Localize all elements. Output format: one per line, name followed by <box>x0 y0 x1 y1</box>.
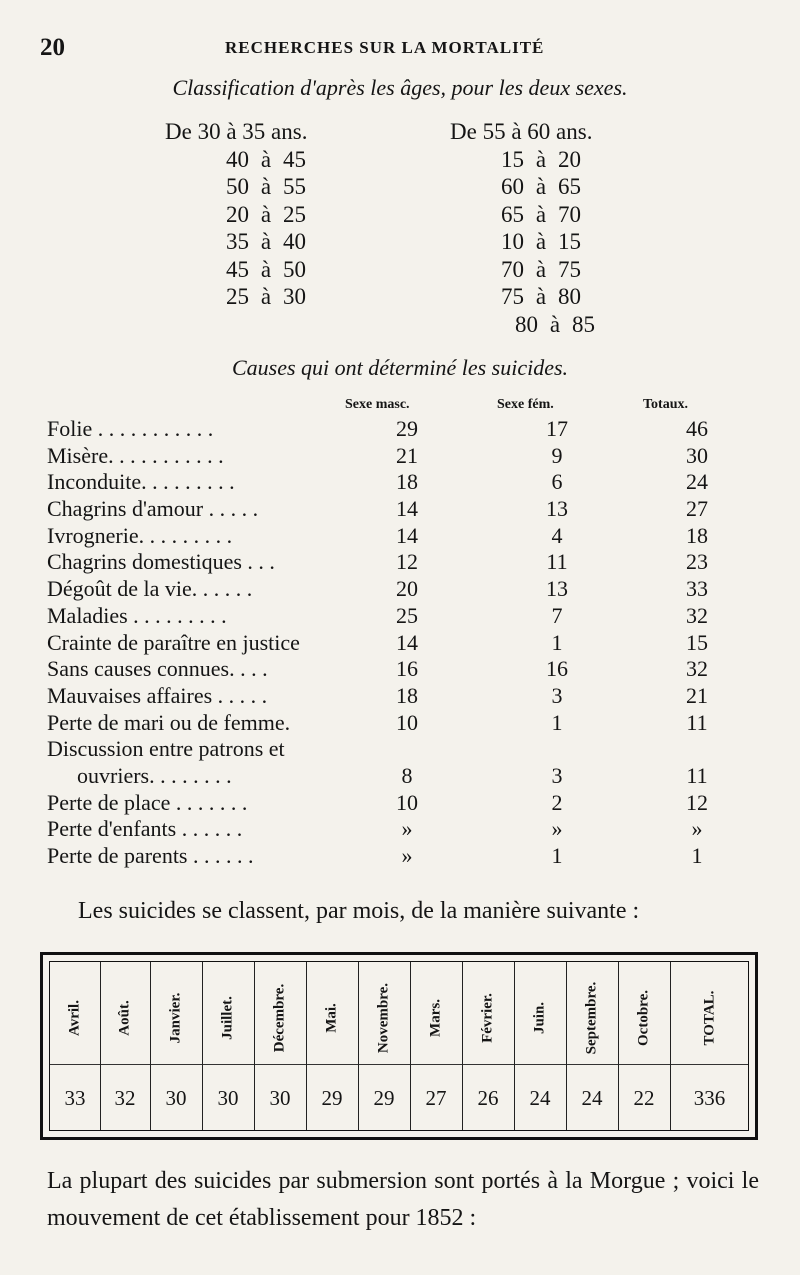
month-name: Mars. <box>427 999 444 1037</box>
cause-row <box>47 790 767 817</box>
age-from: 80 <box>515 311 538 337</box>
age-sep: à <box>260 284 272 309</box>
cause-total: 30 <box>686 442 708 468</box>
month-value: 29 <box>321 1086 343 1110</box>
cause-total: 46 <box>686 416 708 441</box>
month-name: Septembre. <box>583 981 600 1055</box>
month-table-inner <box>49 961 749 1131</box>
age-to: 45 <box>283 146 306 172</box>
month-column <box>150 962 203 1130</box>
cause-male: 10 <box>396 709 418 735</box>
cause-total: 11 <box>686 762 708 788</box>
month-column <box>618 962 671 1130</box>
age-sep: à <box>260 201 272 227</box>
cause-female: 1 <box>551 629 563 655</box>
age-range-right-1 <box>450 146 616 174</box>
cause-row <box>47 523 767 550</box>
age-from: 60 <box>501 174 524 199</box>
age-from: 50 <box>226 174 249 199</box>
month-column <box>462 962 515 1130</box>
month-column <box>254 962 307 1130</box>
age-to: 30 <box>283 284 306 309</box>
cause-total: 1 <box>691 843 703 868</box>
cause-row <box>47 603 767 630</box>
month-value: 336 <box>693 1086 726 1110</box>
cause-label: Sans causes connues. . . . <box>47 656 268 682</box>
cause-label: Crainte de paraître en justice <box>47 629 300 655</box>
cause-row <box>47 496 767 523</box>
month-name: Mai. <box>323 1003 340 1033</box>
cause-female: 11 <box>546 549 568 575</box>
running-header: RECHERCHES SUR LA MORTALITÉ <box>225 38 545 57</box>
month-name: Décembre. <box>271 983 288 1053</box>
age-from: 25 <box>226 284 249 309</box>
header-female: Sexe fém. <box>497 397 554 412</box>
month-value: 32 <box>114 1086 136 1110</box>
cause-male: 20 <box>396 576 418 602</box>
age-sep: à <box>260 229 272 254</box>
month-column <box>670 962 749 1130</box>
cause-row <box>47 630 767 657</box>
cause-male: 25 <box>396 602 418 628</box>
month-value: 27 <box>425 1086 447 1110</box>
age-range-text: 35 ans. <box>242 119 308 144</box>
month-name: Février. <box>479 993 496 1043</box>
cause-total: 18 <box>686 522 708 548</box>
age-range-left-2 <box>165 173 327 201</box>
age-range-left-5 <box>165 256 327 284</box>
age-range-right-2 <box>450 173 616 201</box>
age-range-text: 60 ans. <box>527 119 593 144</box>
age-range-right-0 <box>450 118 616 146</box>
cause-row <box>47 469 767 496</box>
month-column <box>566 962 619 1130</box>
cause-label: Perte de parents . . . . . . <box>47 843 254 868</box>
cause-male: 21 <box>396 442 418 468</box>
age-range-text: De 30 <box>165 119 221 144</box>
age-to: 20 <box>558 146 581 172</box>
cause-label: Chagrins domestiques . . . <box>47 549 275 575</box>
cause-row <box>47 736 767 763</box>
age-classification-title: Classification d'après les âges, pour les deux sexes. <box>172 75 628 100</box>
age-from: 70 <box>501 256 524 282</box>
cause-label: Perte de mari ou de femme. <box>47 709 291 735</box>
cause-male: 14 <box>396 496 418 522</box>
cause-total: 15 <box>686 629 708 655</box>
cause-label: Ivrognerie. . . . . . . . . <box>47 522 233 548</box>
closing-paragraph: La plupart des suicides par submersion sont portés à la Morgue ; voici le mouvement de cet établissement pour 1852 : <box>47 1168 759 1231</box>
age-from: 75 <box>501 284 524 309</box>
cause-male: 8 <box>401 762 413 788</box>
cause-label: Dégoût de la vie. . . . . . <box>47 576 253 602</box>
age-column-left <box>165 118 327 311</box>
month-intro-text: Les suicides se classent, par mois, de la manière suivante : <box>78 898 640 924</box>
cause-row <box>47 549 767 576</box>
month-value: 30 <box>165 1086 187 1110</box>
age-sep: à <box>535 284 547 309</box>
month-value: 22 <box>633 1086 655 1110</box>
month-name: Juin. <box>531 1001 548 1035</box>
age-sep: à <box>549 311 561 337</box>
cause-label: Misère. . . . . . . . . . . <box>47 442 224 468</box>
age-column-right <box>450 118 616 338</box>
cause-total: 12 <box>686 789 708 815</box>
cause-total: 11 <box>686 709 708 735</box>
cause-female: 1 <box>551 709 563 735</box>
cause-female: 4 <box>551 522 563 548</box>
age-from: 65 <box>501 201 524 227</box>
month-name: Novembre. <box>375 982 392 1054</box>
month-column <box>306 962 359 1130</box>
age-to: 25 <box>283 201 306 227</box>
age-range-left-6 <box>165 283 327 311</box>
cause-male: » <box>401 816 413 842</box>
cause-female: 9 <box>551 442 563 468</box>
cause-label: Perte de place . . . . . . . <box>47 789 248 815</box>
cause-male: 14 <box>396 522 418 548</box>
age-range-left-4 <box>165 228 327 256</box>
cause-total: » <box>691 816 703 842</box>
cause-male: 10 <box>396 789 418 815</box>
age-sep: à <box>260 256 272 282</box>
age-sep: à <box>535 146 547 172</box>
cause-row <box>47 710 767 737</box>
age-range-right-5 <box>450 256 616 284</box>
cause-male: 16 <box>396 656 418 682</box>
cause-female: 2 <box>551 789 563 815</box>
age-from: 35 <box>226 229 249 254</box>
cause-female: 13 <box>546 576 568 602</box>
cause-label: ouvriers. . . . . . . . <box>77 762 232 788</box>
cause-female: 3 <box>551 682 563 708</box>
age-sep: à <box>535 229 547 254</box>
age-range-right-4 <box>450 228 616 256</box>
cause-female: 17 <box>546 416 568 441</box>
cause-label: Mauvaises affaires . . . . . <box>47 682 268 708</box>
cause-label: Maladies . . . . . . . . . <box>47 602 227 628</box>
age-to: 85 <box>572 311 595 337</box>
month-value: 26 <box>477 1086 499 1110</box>
cause-label: Discussion entre patrons et <box>47 736 285 762</box>
age-to: 15 <box>558 229 581 254</box>
age-range-right-3 <box>450 201 616 229</box>
cause-row <box>47 843 767 870</box>
cause-label: Inconduite. . . . . . . . . <box>47 469 235 495</box>
age-sep: à <box>260 146 272 172</box>
cause-male: » <box>401 843 413 868</box>
age-to: 80 <box>558 284 581 309</box>
cause-female: 16 <box>546 656 568 682</box>
age-sep: à <box>535 256 547 282</box>
month-name: Juillet. <box>219 996 236 1040</box>
age-sep: à <box>260 174 272 199</box>
month-value: 24 <box>581 1086 603 1110</box>
age-range-sep: à <box>511 119 522 144</box>
cause-total: 33 <box>686 576 708 602</box>
month-value: 30 <box>269 1086 291 1110</box>
month-column <box>358 962 411 1130</box>
cause-label: Chagrins d'amour . . . . . <box>47 496 259 522</box>
age-from: 15 <box>501 146 524 172</box>
cause-row <box>47 763 767 790</box>
age-sep: à <box>535 174 547 199</box>
cause-male: 18 <box>396 469 418 495</box>
cause-row <box>47 656 767 683</box>
age-from: 45 <box>226 256 249 282</box>
cause-total: 24 <box>686 469 708 495</box>
age-sep: à <box>535 201 547 227</box>
age-to: 75 <box>558 256 581 282</box>
cause-total: 27 <box>686 496 708 522</box>
cause-male: 29 <box>396 416 418 441</box>
age-range-left-0 <box>165 118 327 146</box>
month-column <box>410 962 463 1130</box>
age-to: 40 <box>283 229 306 254</box>
month-column <box>50 962 101 1130</box>
cause-female: 13 <box>546 496 568 522</box>
month-name: Août. <box>116 1000 133 1036</box>
age-from: 40 <box>226 146 249 172</box>
cause-row <box>47 576 767 603</box>
month-name: Octobre. <box>635 990 652 1046</box>
month-column <box>514 962 567 1130</box>
cause-total: 32 <box>686 602 708 628</box>
cause-female: 3 <box>551 762 563 788</box>
cause-total: 21 <box>686 682 708 708</box>
header-total: Totaux. <box>643 397 689 412</box>
month-column <box>100 962 151 1130</box>
month-name: Janvier. <box>167 992 184 1044</box>
age-from: 20 <box>226 201 249 227</box>
cause-label: Perte d'enfants . . . . . . <box>47 816 243 842</box>
month-value: 33 <box>64 1086 86 1110</box>
cause-female: 6 <box>551 469 563 495</box>
age-range-sep: à <box>226 119 237 144</box>
cause-female: 7 <box>551 602 563 628</box>
month-value: 29 <box>373 1086 395 1110</box>
causes-title: Causes qui ont déterminé les suicides. <box>231 355 569 380</box>
age-to: 65 <box>558 174 581 199</box>
month-table <box>40 952 758 1140</box>
age-range-right-6 <box>450 283 616 311</box>
cause-row <box>47 816 767 843</box>
month-value: 30 <box>217 1086 239 1110</box>
age-to: 70 <box>558 201 581 227</box>
age-range-right-7 <box>450 311 616 339</box>
month-value: 24 <box>529 1086 551 1110</box>
cause-female: » <box>551 816 563 842</box>
cause-total: 32 <box>686 656 708 682</box>
causes-table <box>47 416 767 870</box>
age-to: 55 <box>283 174 306 199</box>
cause-row <box>47 416 767 443</box>
age-from: 10 <box>501 229 524 254</box>
cause-row <box>47 443 767 470</box>
cause-row <box>47 683 767 710</box>
cause-label: Folie . . . . . . . . . . . <box>47 416 214 441</box>
month-name: Avril. <box>66 1000 83 1036</box>
cause-male: 14 <box>396 629 418 655</box>
cause-total: 23 <box>686 549 708 575</box>
cause-male: 12 <box>396 549 418 575</box>
cause-male: 18 <box>396 682 418 708</box>
age-range-left-3 <box>165 201 327 229</box>
month-column <box>202 962 255 1130</box>
header-male: Sexe masc. <box>345 397 410 412</box>
month-name: TOTAL. <box>701 990 717 1046</box>
page-number: 20 <box>40 34 65 61</box>
age-range-left-1 <box>165 146 327 174</box>
age-to: 50 <box>283 256 306 282</box>
age-range-text: De 55 <box>450 119 506 144</box>
cause-female: 1 <box>551 843 563 868</box>
